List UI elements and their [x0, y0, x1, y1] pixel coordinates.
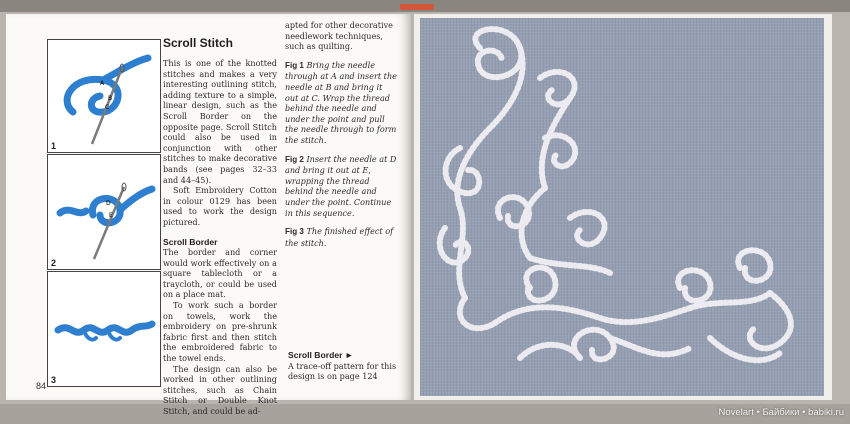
continued-paragraph: apted for other decorative needlework techniques, such as quilting.	[285, 20, 393, 52]
intro-paragraph-2: Soft Embroidery Cotton in colour 0129 has been used to work the design pictured.	[163, 185, 277, 227]
figure-1	[47, 39, 161, 153]
figure-3	[47, 271, 161, 387]
scroll-border-embroidery-icon	[420, 18, 824, 396]
svg-text:C: C	[105, 104, 110, 111]
scroll-border-note-label: Scroll Border ►	[288, 350, 354, 360]
figure-2	[47, 154, 161, 270]
stitch-diagram-2-icon	[48, 155, 160, 269]
watermark: Novelart • Байбики • babiki.ru	[718, 407, 844, 418]
scroll-border-note-text: A trace-off pattern for this design is on page 124	[288, 360, 397, 382]
figure-3-number: 3	[51, 375, 57, 385]
figure-1-number: 1	[51, 141, 57, 151]
svg-text:D: D	[106, 200, 111, 207]
embroidery-photo	[420, 18, 824, 396]
scroll-border-heading: Scroll Border	[163, 236, 218, 247]
fig1-caption: Fig 1 Bring the needle through at A and insert the needle at B and bring it out at C. Wrap the thread behind the needle and under the point and pull the needle through to form the stitch.	[285, 59, 397, 145]
fig3-caption: Fig 3 The finished effect of the stitch.	[285, 226, 394, 248]
border-paragraph-2: To work such a border on towels, work the embroidery on pre-shrunk fabric first and then stitch the embroidered fabric to the towel ends.	[163, 300, 277, 364]
fig2-caption: Fig 2 Insert the needle at D and bring it out at E, wrapping the thread behind the needle and under the point. Continue in this sequence.	[285, 153, 397, 218]
svg-text:E: E	[109, 212, 113, 219]
stitch-diagram-3-icon	[48, 272, 160, 386]
page-number: 84	[36, 381, 47, 391]
text-column-2	[285, 20, 397, 248]
bookmark-ribbon	[400, 4, 434, 10]
page-title: Scroll Stitch	[163, 36, 234, 50]
text-column-1	[163, 58, 277, 417]
border-paragraph-3: The design can also be worked in other outlining stitches, such as Chain Stitch or Double Knot Stitch, and could be ad-	[163, 363, 277, 416]
stitch-diagram-1-icon	[48, 40, 160, 152]
svg-text:B: B	[108, 95, 113, 102]
intro-paragraph-1: This is one of the knotted stitches and makes a very interesting outlining stitch, adding texture to a simple, linear design, such as the Scroll Border on the opposite page. Scroll Stitch could also be used in conjunction with other stitches to make decorative bands (see pages 32–33 and 44–45).	[163, 58, 277, 185]
figure-2-number: 2	[51, 258, 57, 268]
svg-text:A: A	[100, 80, 105, 87]
scroll-border-note	[288, 350, 403, 382]
border-paragraph-1: The border and corner would work effectively on a square tablecloth or a traycloth, or could be used on a place mat.	[163, 247, 277, 300]
